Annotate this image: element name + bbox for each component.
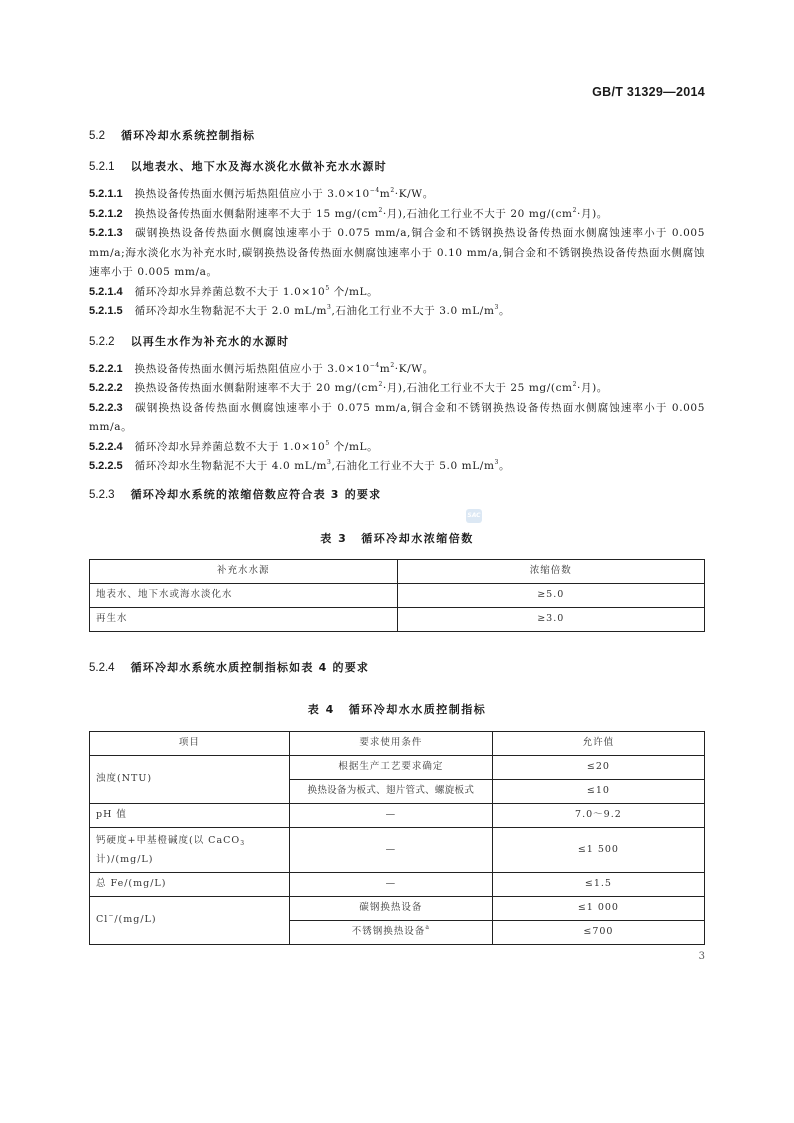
table-cell: ≤1.5 xyxy=(492,872,704,896)
table-cell: — xyxy=(289,872,492,896)
table-cell: 再生水 xyxy=(90,607,398,631)
table-cell: 浊度(NTU) xyxy=(90,755,290,803)
table-row xyxy=(90,803,705,827)
clause-5-2-2-1: 5.2.2.1 换热设备传热面水侧污垢热阻值应小于 $3.0\times 10^{-4}m^2\cdot K/W$。 xyxy=(89,361,434,375)
table-4-caption: 表 4 循环冷却水水质控制指标 xyxy=(307,702,487,716)
table-3 xyxy=(89,559,705,632)
watermark-row xyxy=(89,509,705,525)
heading-5-2-2: 5.2.2 以再生水作为补充水的水源时 xyxy=(89,334,290,348)
column-header: 项目 xyxy=(90,731,290,755)
table-cell: 不锈钢换热设备$^a$ xyxy=(289,920,492,944)
clause-5-2-2-5: 5.2.2.5 循环冷却水生物黏泥不大于 4.0 $mL/m^3$,石油化工行业不大于 5.0 $mL/m^3$。 xyxy=(89,459,511,472)
heading-5-2-4: 5.2.4 循环冷却水系统水质控制指标如表 4 的要求 xyxy=(89,660,370,674)
table-cell: Cl−/(mg/L) xyxy=(90,896,290,944)
clause-5-2-1-1: 5.2.1.1 换热设备传热面水侧污垢热阻值应小于 $3.0\times 10^{-4}m^2\cdot K/W$。 xyxy=(89,187,434,200)
table-cell: ≤700 xyxy=(492,920,704,944)
table-header-row xyxy=(90,731,705,755)
table-cell: ≤1 500 xyxy=(492,827,704,872)
column-header: 补充水水源 xyxy=(90,559,398,583)
table-cell: ≤10 xyxy=(492,779,704,803)
sac-watermark-logo: SAC xyxy=(466,509,482,523)
column-header: 浓缩倍数 xyxy=(397,559,705,583)
footnote-marker: a xyxy=(425,924,430,931)
clause-5-2-1-5: 5.2.1.5 循环冷却水生物黏泥不大于 2.0 $mL/m^3$,石油化工行业不大于 3.0 $mL/m^3$。 xyxy=(89,304,511,317)
clause-5-2-1-3: 5.2.1.3 碳钢换热设备传热面水侧腐蚀速率小于 0.075 mm/a,铜合金和不锈钢换热设备传热面水侧腐蚀速率小于 0.005 mm/a;海水淡化水为补充水时,碳钢换热设备传热面水侧腐蚀速率小于 0.10 mm/a,铜合金和不锈钢换热设备传热面水侧腐蚀速率小于 0.005 mm/a。 xyxy=(89,227,705,278)
table-cell: 碳钢换热设备 xyxy=(289,896,492,920)
table-4 xyxy=(89,731,705,945)
heading-5-2-3: 5.2.3 循环冷却水系统的浓缩倍数应符合表 3 的要求 xyxy=(89,487,382,501)
table-row xyxy=(90,896,705,920)
standard-number: GB/T 31329—2014 xyxy=(592,85,705,99)
table-cell: pH 值 xyxy=(90,803,290,827)
clause-5-2-1-2: 5.2.1.2 换热设备传热面水侧黏附速率不大于 15 $mg/(cm^2\cdot$月),石油化工行业不大于 20 $mg/(cm^2\cdot$月)。 xyxy=(89,206,608,220)
table-3-caption: 表 3 循环冷却水浓缩倍数 xyxy=(320,531,474,545)
table-cell: 地表水、地下水或海水淡化水 xyxy=(90,583,398,607)
table-cell: ≥5.0 xyxy=(397,583,705,607)
column-header: 允许值 xyxy=(492,731,704,755)
table-row xyxy=(90,607,705,631)
heading-5-2: 5.2 循环冷却水系统控制指标 xyxy=(89,129,256,142)
clause-5-2-2-2: 5.2.2.2 换热设备传热面水侧黏附速率不大于 20 $mg/(cm^2\cdot$月),石油化工行业不大于 25 $mg/(cm^2\cdot$月)。 xyxy=(89,381,608,394)
table-cell: 根据生产工艺要求确定 xyxy=(289,755,492,779)
table-row xyxy=(90,583,705,607)
table-cell: ≤1 000 xyxy=(492,896,704,920)
table-header-row xyxy=(90,559,705,583)
table-cell: 7.0～9.2 xyxy=(492,803,704,827)
table-cell: — xyxy=(289,803,492,827)
table-row xyxy=(90,827,705,872)
clause-5-2-2-3: 5.2.2.3 碳钢换热设备传热面水侧腐蚀速率小于 0.075 mm/a,铜合金和不锈钢换热设备传热面水侧腐蚀速率小于 0.005 mm/a。 xyxy=(89,401,705,433)
document-body xyxy=(89,128,705,964)
table-row xyxy=(90,755,705,779)
heading-5-2-1: 5.2.1 以地表水、地下水及海水淡化水做补充水水源时 xyxy=(89,160,387,173)
table-row xyxy=(90,872,705,896)
table-cell: 钙硬度+甲基橙碱度(以 CaCO$_3$计)/(mg/L) xyxy=(90,827,290,872)
table-cell: — xyxy=(289,827,492,872)
column-header: 要求使用条件 xyxy=(289,731,492,755)
table-cell: ≤20 xyxy=(492,755,704,779)
table-cell: ≥3.0 xyxy=(397,607,705,631)
clause-5-2-2-4: 5.2.2.4 循环冷却水异养菌总数不大于 $1.0\times 10^5$ 个/mL。 xyxy=(89,439,379,453)
table-cell: 换热设备为板式、翅片管式、螺旋板式 xyxy=(289,779,492,803)
clause-5-2-1-4: 5.2.1.4 循环冷却水异养菌总数不大于 $1.0\times 10^5$ 个/mL。 xyxy=(89,284,379,298)
page-number: 3 xyxy=(698,950,705,962)
table-cell: 总 Fe/(mg/L) xyxy=(90,872,290,896)
